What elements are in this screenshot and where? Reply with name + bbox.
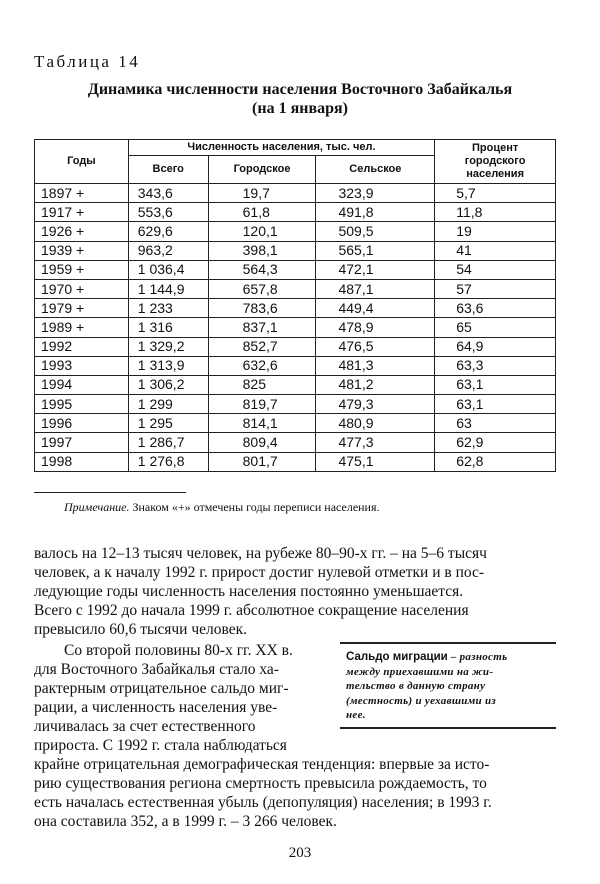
cell-total: 553,6 — [128, 203, 208, 222]
header-urban: Городское — [208, 156, 316, 184]
body-line: она составила 352, а в 1999 г. – 3 266 человек. — [34, 813, 337, 830]
cell-urban-percent: 62,8 — [435, 452, 556, 471]
cell-urban-percent: 63,1 — [435, 395, 556, 414]
cell-urban-percent: 63,6 — [435, 299, 556, 318]
cell-total: 1 286,7 — [128, 433, 208, 452]
cell-urban: 819,7 — [208, 395, 316, 414]
table-caption: Таблица 14 — [34, 52, 141, 71]
table-title-line-2: (на 1 января) — [252, 100, 348, 117]
header-total: Всего — [128, 156, 208, 184]
cell-urban: 852,7 — [208, 337, 316, 356]
sidebar-line-1 — [346, 650, 556, 665]
sidebar-def-4: (местность) и уехавшими из — [346, 694, 497, 707]
cell-rural: 478,9 — [316, 318, 435, 337]
body-line: рию существования региона смертность превысила рождаемость, то — [34, 775, 487, 792]
body-line: ледующие годы численность населения постоянно уменьшается. — [34, 583, 464, 600]
cell-year: 1992 — [35, 337, 129, 356]
cell-urban-percent: 63,1 — [435, 375, 556, 394]
cell-rural: 449,4 — [316, 299, 435, 318]
cell-year: 1959 + — [35, 260, 129, 279]
cell-rural: 509,5 — [316, 222, 435, 241]
cell-urban: 19,7 — [208, 184, 316, 203]
cell-urban-percent: 63,3 — [435, 356, 556, 375]
sidebar-top-rule — [340, 642, 556, 644]
definition-sidebar — [346, 650, 556, 723]
cell-urban-percent: 64,9 — [435, 337, 556, 356]
cell-total: 1 329,2 — [128, 337, 208, 356]
cell-urban-percent: 57 — [435, 279, 556, 298]
table-row — [35, 203, 556, 222]
body-line: крайне отрицательная демографическая тенденция: впервые за исто- — [34, 756, 490, 773]
body-line: Всего с 1992 до начала 1999 г. абсолютное сокращение населения — [34, 602, 469, 619]
body-line: человек, а к началу 1992 г. прирост достиг нулевой отметки и в пос- — [34, 564, 485, 581]
table-row — [35, 184, 556, 203]
table-row — [35, 414, 556, 433]
table-note — [64, 500, 380, 515]
cell-urban: 120,1 — [208, 222, 316, 241]
cell-year: 1998 — [35, 452, 129, 471]
note-divider — [34, 492, 186, 493]
cell-urban: 801,7 — [208, 452, 316, 471]
cell-total: 963,2 — [128, 241, 208, 260]
cell-rural: 475,1 — [316, 452, 435, 471]
cell-year: 1897 + — [35, 184, 129, 203]
cell-urban: 814,1 — [208, 414, 316, 433]
sidebar-term: Сальдо миграции — [346, 651, 448, 663]
cell-urban-percent: 5,7 — [435, 184, 556, 203]
table-row — [35, 279, 556, 298]
header-pct-line-1: Процент — [471, 142, 519, 154]
cell-urban-percent: 62,9 — [435, 433, 556, 452]
note-label: Примечание. — [64, 500, 130, 514]
sidebar-def-2: между приехавшими на жи- — [346, 665, 494, 678]
cell-year: 1917 + — [35, 203, 129, 222]
table-title-line-1: Динамика численности населения Восточного Забайкалья — [87, 81, 513, 98]
header-rural: Сельское — [316, 156, 435, 184]
table-row — [35, 433, 556, 452]
table-row — [35, 260, 556, 279]
cell-total: 1 299 — [128, 395, 208, 414]
sidebar-def-1: – разность — [447, 651, 508, 663]
cell-rural: 565,1 — [316, 241, 435, 260]
body-line: личивалась за счет естественного — [34, 718, 256, 735]
table-row — [35, 222, 556, 241]
cell-rural: 477,3 — [316, 433, 435, 452]
cell-year: 1994 — [35, 375, 129, 394]
header-population: Численность населения, тыс. чел. — [128, 140, 434, 156]
table-row — [35, 337, 556, 356]
table-row — [35, 395, 556, 414]
cell-year: 1993 — [35, 356, 129, 375]
cell-total: 343,6 — [128, 184, 208, 203]
page-number: 203 — [288, 845, 312, 861]
body-line: Со второй половины 80-х гг. XX в. — [64, 642, 293, 659]
body-line: рации, а численность населения уве- — [34, 699, 278, 716]
cell-rural: 476,5 — [316, 337, 435, 356]
cell-urban: 657,8 — [208, 279, 316, 298]
note-text: Знаком «+» отмечены годы переписи населения. — [129, 500, 380, 514]
table-title — [0, 80, 600, 118]
header-pct-line-3: населения — [466, 168, 524, 180]
sidebar-def-3: тельство в данную страну — [346, 680, 486, 693]
cell-total: 1 313,9 — [128, 356, 208, 375]
cell-urban-percent: 41 — [435, 241, 556, 260]
cell-urban: 398,1 — [208, 241, 316, 260]
cell-rural: 481,2 — [316, 375, 435, 394]
cell-urban: 564,3 — [208, 260, 316, 279]
body-line: превысило 60,6 тысячи человек. — [34, 621, 248, 638]
cell-urban: 825 — [208, 375, 316, 394]
cell-year: 1926 + — [35, 222, 129, 241]
table-row — [35, 375, 556, 394]
cell-year: 1979 + — [35, 299, 129, 318]
cell-year: 1970 + — [35, 279, 129, 298]
body-line: рактерным отрицательное сальдо миг- — [34, 680, 289, 697]
cell-urban: 809,4 — [208, 433, 316, 452]
cell-year: 1996 — [35, 414, 129, 433]
header-urban-percent — [435, 140, 556, 184]
cell-rural: 480,9 — [316, 414, 435, 433]
cell-total: 1 295 — [128, 414, 208, 433]
population-table — [34, 139, 556, 472]
cell-urban: 61,8 — [208, 203, 316, 222]
sidebar-bottom-rule — [340, 727, 556, 729]
table-row — [35, 452, 556, 471]
body-line: прироста. С 1992 г. стала наблюдаться — [34, 737, 287, 754]
table-row — [35, 299, 556, 318]
header-pct-line-2: городского — [464, 155, 526, 167]
table-row — [35, 356, 556, 375]
cell-total: 1 233 — [128, 299, 208, 318]
body-line: для Восточного Забайкалья стало ха- — [34, 661, 279, 678]
cell-year: 1939 + — [35, 241, 129, 260]
cell-rural: 323,9 — [316, 184, 435, 203]
cell-total: 1 306,2 — [128, 375, 208, 394]
cell-year: 1995 — [35, 395, 129, 414]
cell-rural: 481,3 — [316, 356, 435, 375]
cell-urban-percent: 19 — [435, 222, 556, 241]
cell-total: 1 316 — [128, 318, 208, 337]
cell-rural: 491,8 — [316, 203, 435, 222]
cell-total: 629,6 — [128, 222, 208, 241]
cell-year: 1997 — [35, 433, 129, 452]
cell-urban: 837,1 — [208, 318, 316, 337]
header-years: Годы — [35, 140, 129, 184]
cell-total: 1 144,9 — [128, 279, 208, 298]
body-line: есть началась естественная убыль (депопуляция) населения; в 1993 г. — [34, 794, 492, 811]
cell-total: 1 036,4 — [128, 260, 208, 279]
cell-urban-percent: 54 — [435, 260, 556, 279]
cell-urban-percent: 63 — [435, 414, 556, 433]
table-row — [35, 318, 556, 337]
cell-year: 1989 + — [35, 318, 129, 337]
cell-urban: 783,6 — [208, 299, 316, 318]
body-line: валось на 12–13 тысяч человек, на рубеже 80–90-х гг. – на 5–6 тысяч — [34, 545, 487, 562]
cell-total: 1 276,8 — [128, 452, 208, 471]
cell-rural: 472,1 — [316, 260, 435, 279]
cell-urban: 632,6 — [208, 356, 316, 375]
table-body — [35, 184, 556, 472]
cell-rural: 487,1 — [316, 279, 435, 298]
sidebar-def-5: нее. — [346, 709, 366, 722]
cell-urban-percent: 65 — [435, 318, 556, 337]
table-row — [35, 241, 556, 260]
cell-rural: 479,3 — [316, 395, 435, 414]
cell-urban-percent: 11,8 — [435, 203, 556, 222]
